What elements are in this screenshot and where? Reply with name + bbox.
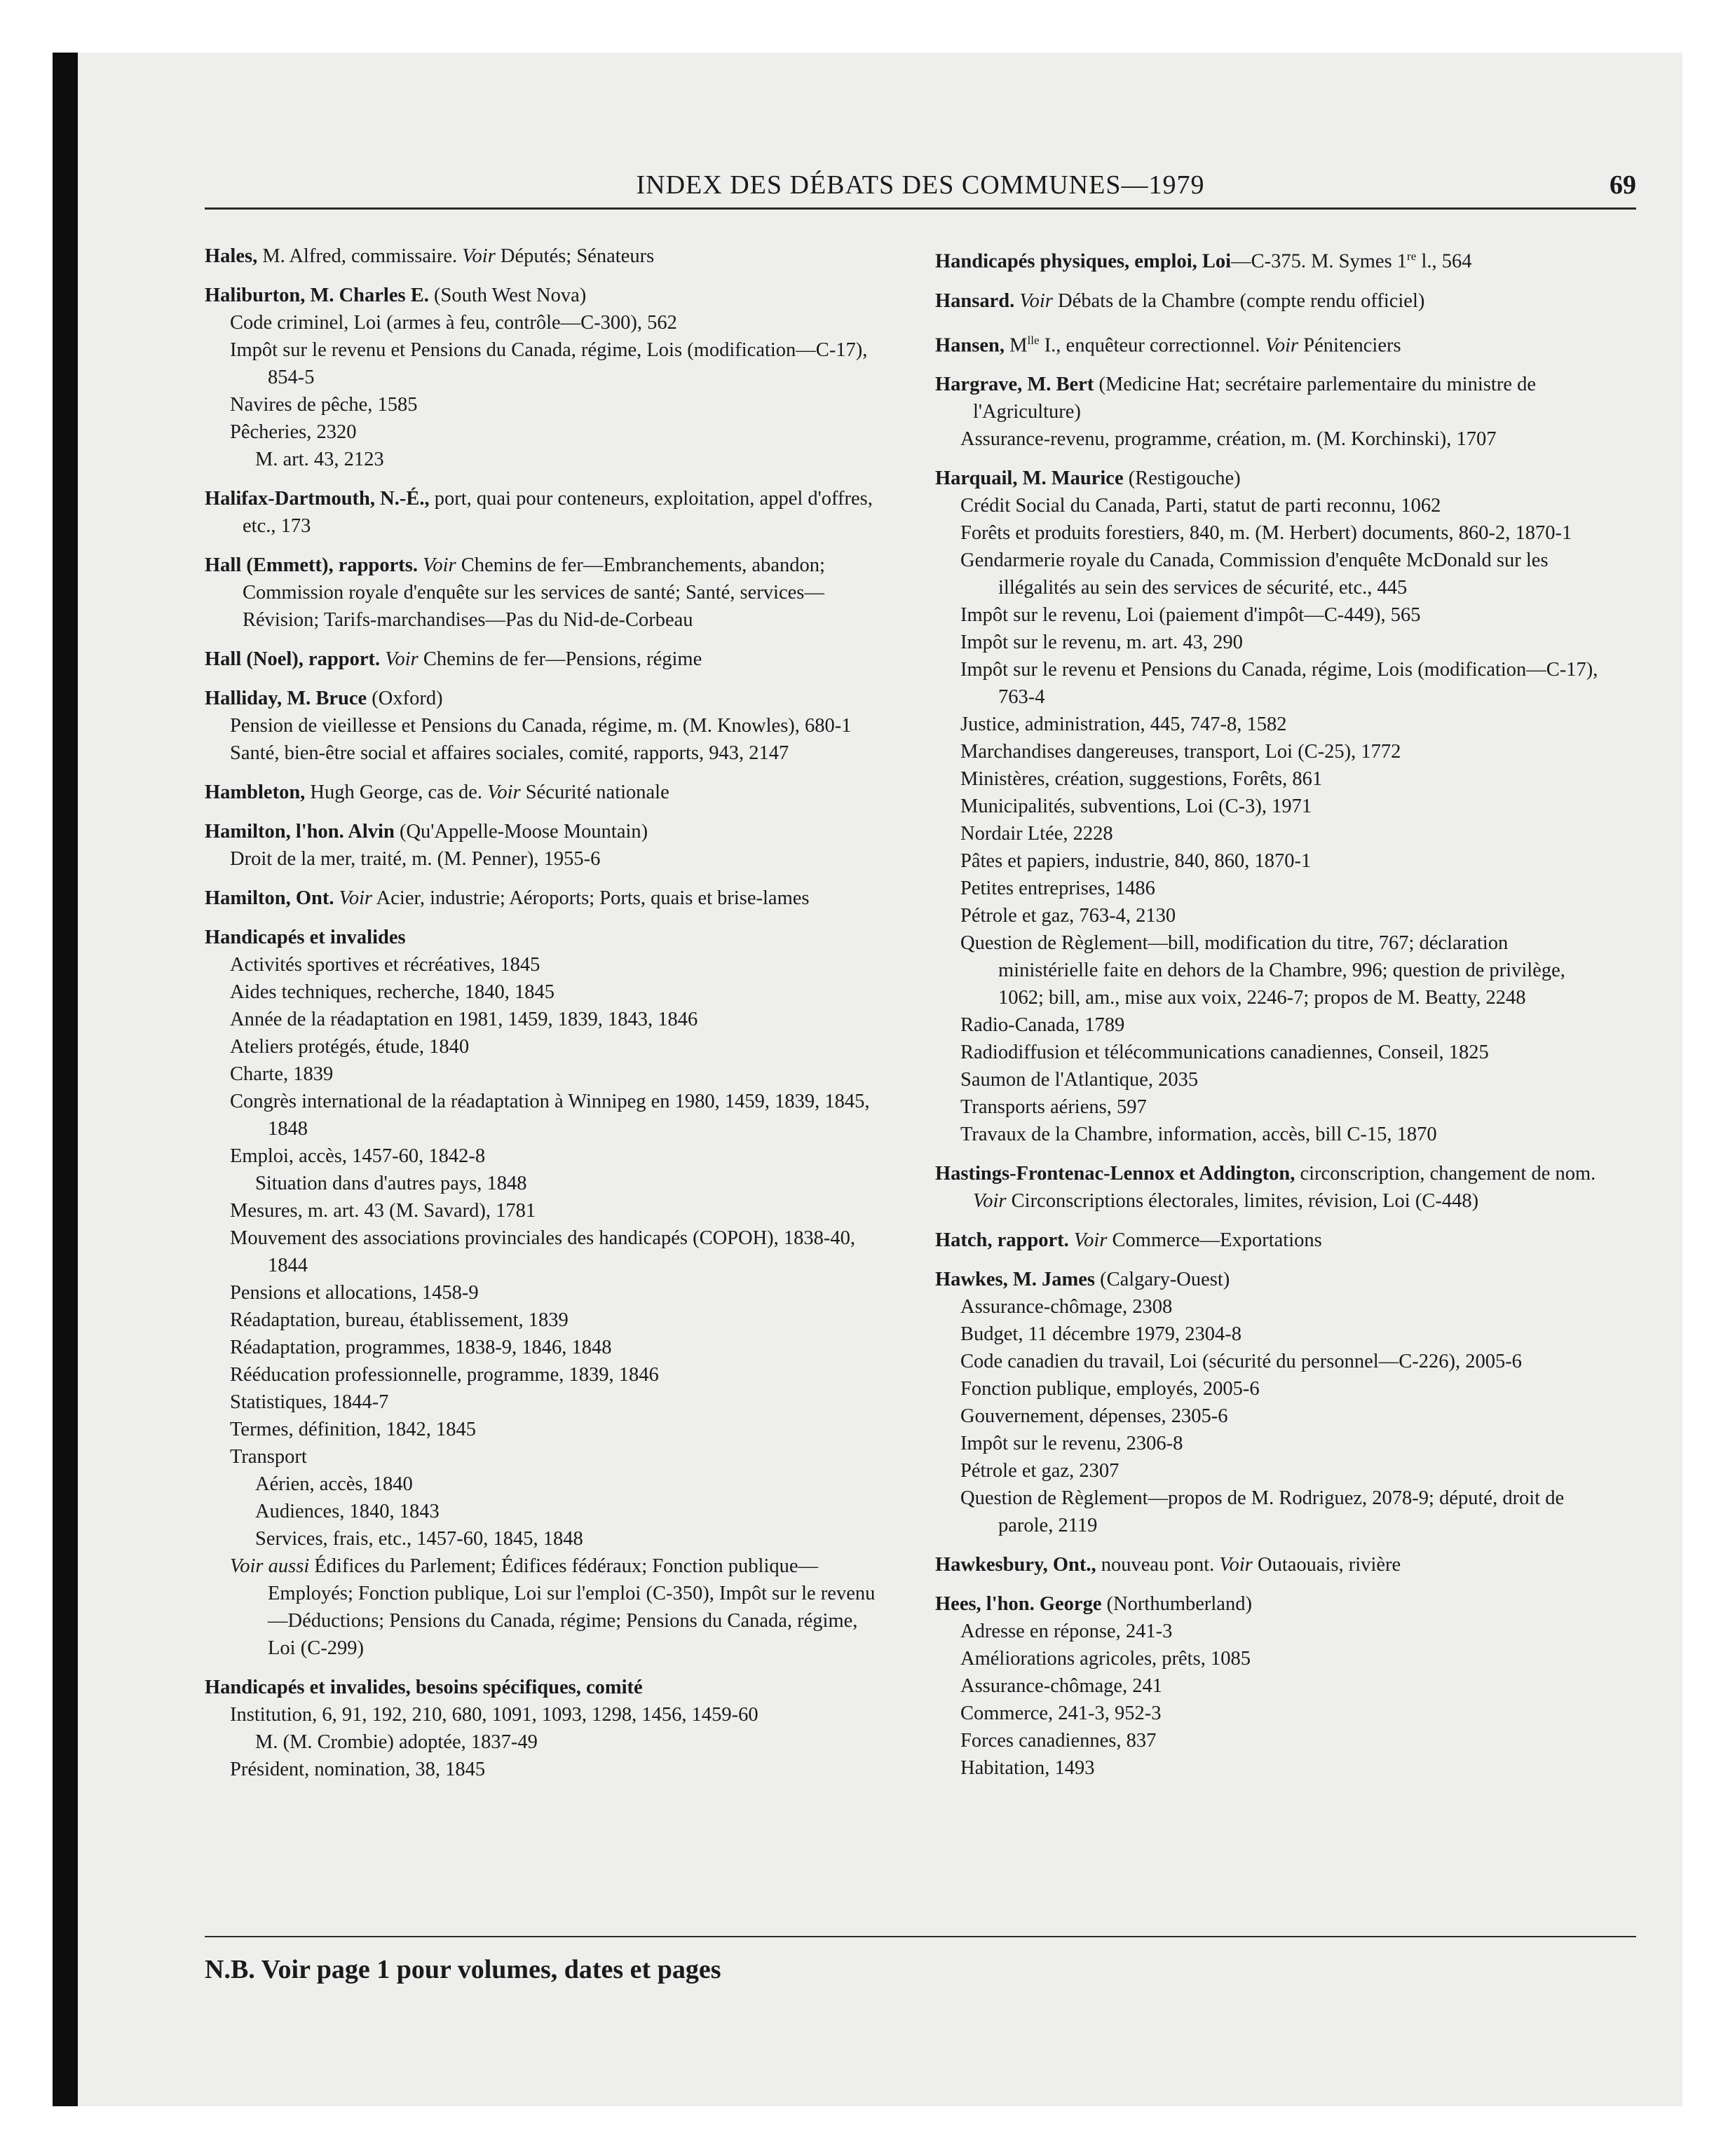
entry-text: Adresse en réponse, 241-3 bbox=[960, 1621, 1173, 1642]
index-subentry bbox=[960, 1645, 1608, 1672]
entry-text: Assurance-chômage, 2308 bbox=[960, 1296, 1173, 1318]
entry-text: M. (M. Crombie) adoptée, 1837-49 bbox=[255, 1731, 538, 1753]
index-subentry bbox=[960, 547, 1608, 601]
entry-text: l., 564 bbox=[1416, 250, 1472, 273]
index-heading bbox=[205, 685, 878, 712]
page-number: 69 bbox=[1610, 170, 1636, 200]
entry-text: Forêts et produits forestiers, 840, m. (M. Herbert) documents, 860-2, 1870-1 bbox=[960, 522, 1572, 544]
index-subentry bbox=[960, 492, 1608, 519]
entry-text: Année de la réadaptation en 1981, 1459, 1839, 1843, 1846 bbox=[230, 1009, 698, 1030]
entry-text: Question de Règlement—propos de M. Rodriguez, 2078-9; député, droit de parole, 2119 bbox=[960, 1487, 1565, 1536]
index-subentry bbox=[960, 1011, 1608, 1039]
entry-text: Pêcheries, 2320 bbox=[230, 421, 357, 443]
entry-text: Président, nomination, 38, 1845 bbox=[230, 1759, 486, 1780]
index-subentry bbox=[960, 1485, 1608, 1539]
entry-text: Pétrole et gaz, 2307 bbox=[960, 1460, 1120, 1482]
entry-text: Assurance-chômage, 241 bbox=[960, 1675, 1163, 1697]
index-subentry bbox=[230, 739, 878, 767]
entry-headword: Harquail, M. Maurice bbox=[935, 468, 1124, 489]
entry-text: Petites entreprises, 1486 bbox=[960, 878, 1155, 899]
entry-text: I., enquêteur correctionnel. bbox=[1039, 334, 1265, 356]
index-subentry bbox=[230, 1142, 878, 1170]
index-subentry bbox=[960, 711, 1608, 738]
index-entry bbox=[935, 1590, 1608, 1782]
entry-headword: Handicapés et invalides, besoins spécifiques, comité bbox=[205, 1677, 643, 1698]
index-entry bbox=[935, 287, 1608, 315]
entry-text: Radio-Canada, 1789 bbox=[960, 1014, 1125, 1036]
index-subentry bbox=[960, 1375, 1608, 1403]
entry-text: Santé, bien-être social et affaires sociales, comité, rapports, 943, 2147 bbox=[230, 742, 789, 764]
index-subentry bbox=[230, 418, 878, 446]
entry-text: (Restigouche) bbox=[1123, 468, 1241, 489]
index-subentry bbox=[230, 1033, 878, 1060]
entry-text: Sécurité nationale bbox=[520, 782, 669, 803]
cross-reference-marker: Voir bbox=[462, 245, 496, 267]
index-subentry bbox=[960, 1121, 1608, 1148]
entry-text: Code criminel, Loi (armes à feu, contrôle—C-300), 562 bbox=[230, 312, 677, 334]
index-subentry bbox=[255, 1170, 878, 1197]
entry-headword: Hall (Emmett), rapports. bbox=[205, 554, 418, 576]
entry-headword: Hees, l'hon. George bbox=[935, 1593, 1102, 1615]
index-heading bbox=[205, 243, 878, 270]
entry-text: Impôt sur le revenu, m. art. 43, 290 bbox=[960, 632, 1243, 653]
index-subentry bbox=[255, 1471, 878, 1498]
entry-text: Transports aériens, 597 bbox=[960, 1096, 1147, 1118]
entry-text: Code canadien du travail, Loi (sécurité du personnel—C-226), 2005-6 bbox=[960, 1351, 1522, 1372]
index-subentry bbox=[230, 1361, 878, 1389]
index-subentry bbox=[230, 1701, 878, 1728]
cross-reference-marker: Voir bbox=[1019, 289, 1053, 312]
entry-text: (South West Nova) bbox=[428, 285, 587, 306]
index-subentry bbox=[230, 1279, 878, 1306]
entry-text: (Northumberland) bbox=[1101, 1593, 1252, 1615]
index-subentry bbox=[960, 1293, 1608, 1321]
entry-text bbox=[418, 554, 423, 576]
entry-text: Assurance-revenu, programme, création, m. (M. Korchinski), 1707 bbox=[960, 428, 1497, 450]
entry-text: —C-375. M. Symes 1 bbox=[1231, 250, 1408, 273]
entry-text: Nordair Ltée, 2228 bbox=[960, 823, 1113, 845]
index-entry bbox=[205, 1674, 878, 1783]
index-subentry bbox=[960, 1457, 1608, 1485]
index-subentry bbox=[230, 978, 878, 1006]
entry-text: Impôt sur le revenu, Loi (paiement d'impôt—C-449), 565 bbox=[960, 604, 1421, 626]
entry-text: Commerce, 241-3, 952-3 bbox=[960, 1703, 1162, 1724]
entry-text: Acier, industrie; Aéroports; Ports, quais et brise-lames bbox=[372, 887, 810, 909]
entry-text: M. art. 43, 2123 bbox=[255, 449, 384, 470]
entry-headword: Hansen, bbox=[935, 334, 1005, 356]
entry-headword: Hawkes, M. James bbox=[935, 1269, 1095, 1290]
index-subentry bbox=[960, 929, 1608, 1011]
entry-text: Pâtes et papiers, industrie, 840, 860, 1870-1 bbox=[960, 850, 1312, 872]
index-subentry bbox=[230, 309, 878, 336]
index-subentry bbox=[230, 951, 878, 978]
entry-text: Députés; Sénateurs bbox=[495, 245, 655, 267]
entry-text: Marchandises dangereuses, transport, Loi (C-25), 1772 bbox=[960, 741, 1401, 763]
index-subentry bbox=[255, 1525, 878, 1553]
index-entry bbox=[935, 1551, 1608, 1578]
entry-text: Forces canadiennes, 837 bbox=[960, 1730, 1157, 1752]
entry-headword: Hawkesbury, Ont., bbox=[935, 1554, 1096, 1576]
footer-rule bbox=[205, 1936, 1636, 1937]
index-subentry bbox=[255, 1498, 878, 1525]
index-heading bbox=[935, 243, 1608, 275]
entry-text: Aides techniques, recherche, 1840, 1845 bbox=[230, 981, 554, 1003]
index-entry bbox=[205, 646, 878, 673]
index-subentry bbox=[255, 446, 878, 473]
entry-text: Crédit Social du Canada, Parti, statut de parti reconnu, 1062 bbox=[960, 495, 1441, 517]
index-entry bbox=[935, 243, 1608, 275]
entry-text: Droit de la mer, traité, m. (M. Penner), 1955-6 bbox=[230, 848, 601, 870]
cross-reference-marker: Voir bbox=[339, 887, 373, 909]
index-subentry bbox=[960, 519, 1608, 547]
index-heading bbox=[205, 779, 878, 806]
entry-text: Améliorations agricoles, prêts, 1085 bbox=[960, 1648, 1251, 1670]
index-subentry bbox=[230, 1006, 878, 1033]
index-subentry bbox=[960, 1093, 1608, 1121]
entry-headword: Hargrave, M. Bert bbox=[935, 374, 1094, 395]
entry-text: Commerce—Exportations bbox=[1107, 1229, 1322, 1251]
index-subentry bbox=[960, 820, 1608, 847]
index-subentry bbox=[230, 845, 878, 873]
entry-text: (Oxford) bbox=[367, 688, 443, 709]
cross-reference-marker: Voir bbox=[1219, 1554, 1253, 1576]
entry-text: Charte, 1839 bbox=[230, 1063, 334, 1085]
binding-edge bbox=[53, 53, 78, 2106]
index-subentry bbox=[960, 1430, 1608, 1457]
index-subentry bbox=[960, 1727, 1608, 1754]
index-entry bbox=[935, 371, 1608, 453]
cross-reference-marker: Voir bbox=[423, 554, 456, 576]
index-subentry bbox=[960, 601, 1608, 629]
entry-headword: Hastings-Frontenac-Lennox et Addington, bbox=[935, 1163, 1295, 1185]
index-subentry bbox=[960, 656, 1608, 711]
entry-headword: Hales, bbox=[205, 245, 258, 267]
index-subentry bbox=[960, 1700, 1608, 1727]
entry-text: nouveau pont. bbox=[1096, 1554, 1220, 1576]
entry-text: port, quai pour conteneurs, exploitation, appel d'offres, etc., 173 bbox=[243, 488, 873, 537]
footer-note: N.B. Voir page 1 pour volumes, dates et pages bbox=[205, 1955, 721, 1984]
entry-text: Radiodiffusion et télécommunications canadiennes, Conseil, 1825 bbox=[960, 1042, 1489, 1063]
index-subentry bbox=[960, 1403, 1608, 1430]
entry-headword: Hall (Noel), rapport. bbox=[205, 648, 381, 670]
entry-text: Budget, 11 décembre 1979, 2304-8 bbox=[960, 1323, 1242, 1345]
index-entry bbox=[935, 327, 1608, 360]
entry-text: Ateliers protégés, étude, 1840 bbox=[230, 1036, 470, 1058]
index-subentry bbox=[960, 1754, 1608, 1782]
index-heading bbox=[205, 924, 878, 951]
index-heading bbox=[935, 327, 1608, 360]
index-entry bbox=[205, 552, 878, 634]
entry-text: Question de Règlement—bill, modification du titre, 767; déclaration ministérielle faite en dehors de la Chambre, 996; question de privilège, 1062; bill, am., mise aux voix, 2246-7; propos de M. Beatty, 2248 bbox=[960, 932, 1565, 1009]
running-head bbox=[205, 170, 1636, 212]
index-heading bbox=[935, 287, 1608, 315]
index-subentry bbox=[960, 425, 1608, 453]
entry-headword: Hansard. bbox=[935, 289, 1015, 312]
entry-text: Municipalités, subventions, Loi (C-3), 1971 bbox=[960, 796, 1312, 817]
entry-text: Statistiques, 1844-7 bbox=[230, 1391, 389, 1413]
index-subentry bbox=[960, 1618, 1608, 1645]
entry-text: Outaouais, rivière bbox=[1252, 1554, 1401, 1576]
index-heading bbox=[935, 1551, 1608, 1578]
index-subentry bbox=[960, 1039, 1608, 1066]
index-subentry bbox=[960, 902, 1608, 929]
entry-text: (Medicine Hat; secrétaire parlementaire du ministre de l'Agriculture) bbox=[973, 374, 1537, 423]
entry-text: Pétrole et gaz, 763-4, 2130 bbox=[960, 905, 1176, 927]
index-heading bbox=[205, 1674, 878, 1701]
entry-text: Services, frais, etc., 1457-60, 1845, 1848 bbox=[255, 1528, 583, 1550]
entry-text: M bbox=[1005, 334, 1028, 356]
index-heading bbox=[935, 1227, 1608, 1254]
entry-text: Activités sportives et récréatives, 1845 bbox=[230, 954, 540, 976]
entry-text: Chemins de fer—Pensions, régime bbox=[418, 648, 702, 670]
index-entry bbox=[205, 485, 878, 540]
page-title: INDEX DES DÉBATS DES COMMUNES—1979 bbox=[636, 170, 1205, 200]
entry-text: Audiences, 1840, 1843 bbox=[255, 1501, 440, 1522]
index-subentry bbox=[960, 738, 1608, 765]
cross-reference-marker: Voir bbox=[385, 648, 419, 670]
entry-headword: Halifax-Dartmouth, N.-É., bbox=[205, 488, 430, 510]
index-heading bbox=[935, 1266, 1608, 1293]
index-subentry bbox=[960, 629, 1608, 656]
entry-text: Gouvernement, dépenses, 2305-6 bbox=[960, 1405, 1228, 1427]
entry-text bbox=[334, 887, 339, 909]
entry-text: Navires de pêche, 1585 bbox=[230, 394, 418, 416]
index-entry bbox=[935, 1227, 1608, 1254]
entry-text: Pénitenciers bbox=[1298, 334, 1401, 356]
index-subentry bbox=[230, 1197, 878, 1224]
entry-text: Débats de la Chambre (compte rendu officiel) bbox=[1052, 289, 1425, 312]
entry-text: Situation dans d'autres pays, 1848 bbox=[255, 1173, 527, 1194]
index-entry bbox=[205, 818, 878, 873]
index-heading bbox=[935, 465, 1608, 492]
cross-reference-marker: Voir aussi bbox=[230, 1555, 310, 1577]
index-subentry bbox=[960, 1348, 1608, 1375]
entry-text: Pensions et allocations, 1458-9 bbox=[230, 1282, 479, 1304]
index-entry bbox=[935, 1266, 1608, 1539]
cross-reference-marker: Voir bbox=[1265, 334, 1299, 356]
index-subentry bbox=[960, 847, 1608, 875]
index-entry bbox=[205, 885, 878, 912]
index-column-right bbox=[935, 243, 1608, 1794]
entry-text: Chemins de fer—Embranchements, abandon; Commission royale d'enquête sur les services de santé; Santé, services—Révision; Tarifs-marchandises—Pas du Nid-de-Corbeau bbox=[243, 554, 825, 631]
entry-headword: Hambleton, bbox=[205, 782, 306, 803]
entry-text: Aérien, accès, 1840 bbox=[255, 1473, 413, 1495]
index-heading bbox=[205, 282, 878, 309]
entry-headword: Hamilton, l'hon. Alvin bbox=[205, 821, 395, 842]
entry-text: Mouvement des associations provinciales des handicapés (COPOH), 1838-40, 1844 bbox=[230, 1227, 856, 1276]
index-heading bbox=[935, 1590, 1608, 1618]
index-subentry bbox=[960, 1321, 1608, 1348]
index-entry bbox=[205, 779, 878, 806]
cross-reference-marker: Voir bbox=[1073, 1229, 1108, 1251]
index-entry bbox=[205, 685, 878, 767]
entry-headword: Hamilton, Ont. bbox=[205, 887, 334, 909]
entry-text: Habitation, 1493 bbox=[960, 1757, 1095, 1779]
index-heading bbox=[205, 818, 878, 845]
index-subentry bbox=[230, 1756, 878, 1783]
entry-text: Congrès international de la réadaptation à Winnipeg en 1980, 1459, 1839, 1845, 1848 bbox=[230, 1091, 870, 1140]
index-subentry bbox=[230, 1306, 878, 1334]
entry-text: Rééducation professionnelle, programme, 1839, 1846 bbox=[230, 1364, 659, 1386]
index-heading bbox=[205, 646, 878, 673]
index-subentry bbox=[960, 875, 1608, 902]
index-column-left bbox=[205, 243, 878, 1795]
index-subentry bbox=[230, 1553, 878, 1662]
index-subentry bbox=[255, 1728, 878, 1756]
index-subentry bbox=[230, 1224, 878, 1279]
entry-text: Édifices du Parlement; Édifices fédéraux; Fonction publique—Employés; Fonction publique, Loi sur l'emploi (C-350), Impôt sur le revenu—Déductions; Pensions du Canada, régime; Pensions du Canada, régime, Loi (C-299) bbox=[268, 1555, 876, 1659]
entry-text: Fonction publique, employés, 2005-6 bbox=[960, 1378, 1260, 1400]
index-subentry bbox=[230, 1443, 878, 1471]
index-subentry bbox=[960, 793, 1608, 820]
index-subentry bbox=[230, 1389, 878, 1416]
index-subentry bbox=[230, 1060, 878, 1088]
index-heading bbox=[935, 371, 1608, 425]
entry-text: Justice, administration, 445, 747-8, 1582 bbox=[960, 714, 1287, 735]
entry-text: Emploi, accès, 1457-60, 1842-8 bbox=[230, 1145, 486, 1167]
index-entry bbox=[205, 282, 878, 473]
entry-headword: Haliburton, M. Charles E. bbox=[205, 285, 429, 306]
entry-text: M. Alfred, commissaire. bbox=[257, 245, 463, 267]
entry-text: Réadaptation, bureau, établissement, 1839 bbox=[230, 1309, 569, 1331]
entry-text: Termes, définition, 1842, 1845 bbox=[230, 1419, 477, 1440]
index-subentry bbox=[230, 1088, 878, 1142]
entry-text: Ministères, création, suggestions, Forêts, 861 bbox=[960, 768, 1323, 790]
index-subentry bbox=[960, 1066, 1608, 1093]
index-entry bbox=[935, 465, 1608, 1148]
index-entry bbox=[935, 1160, 1608, 1215]
index-entry bbox=[205, 924, 878, 1662]
index-subentry bbox=[230, 1334, 878, 1361]
cross-reference-marker: Voir bbox=[973, 1190, 1007, 1212]
entry-text: Saumon de l'Atlantique, 2035 bbox=[960, 1069, 1199, 1091]
entry-text: Impôt sur le revenu, 2306-8 bbox=[960, 1433, 1183, 1454]
entry-text: Hugh George, cas de. bbox=[305, 782, 488, 803]
entry-text: Travaux de la Chambre, information, accès, bill C-15, 1870 bbox=[960, 1124, 1437, 1145]
entry-text: Mesures, m. art. 43 (M. Savard), 1781 bbox=[230, 1200, 536, 1222]
index-heading bbox=[935, 1160, 1608, 1215]
index-subentry bbox=[960, 1672, 1608, 1700]
entry-text: Impôt sur le revenu et Pensions du Canada, régime, Lois (modification—C-17), 763-4 bbox=[960, 659, 1598, 708]
entry-text: (Calgary-Ouest) bbox=[1094, 1269, 1230, 1290]
header-rule bbox=[205, 207, 1636, 210]
index-subentry bbox=[230, 1416, 878, 1443]
entry-text: (Qu'Appelle-Moose Mountain) bbox=[394, 821, 648, 842]
entry-text bbox=[1069, 1229, 1074, 1251]
superscript: re bbox=[1407, 250, 1417, 263]
entry-headword: Hatch, rapport. bbox=[935, 1229, 1069, 1251]
index-subentry bbox=[230, 336, 878, 391]
entry-text: Réadaptation, programmes, 1838-9, 1846, 1848 bbox=[230, 1337, 612, 1358]
entry-headword: Handicapés et invalides bbox=[205, 927, 406, 948]
index-subentry bbox=[230, 391, 878, 418]
entry-headword: Halliday, M. Bruce bbox=[205, 688, 367, 709]
index-heading bbox=[205, 485, 878, 540]
superscript: lle bbox=[1027, 333, 1040, 347]
index-subentry bbox=[230, 712, 878, 739]
entry-text: Transport bbox=[230, 1446, 307, 1468]
entry-text: Gendarmerie royale du Canada, Commission d'enquête McDonald sur les illégalités au sein des services de sécurité, etc., 445 bbox=[960, 550, 1549, 599]
cross-reference-marker: Voir bbox=[487, 782, 521, 803]
index-heading bbox=[205, 552, 878, 634]
entry-text: Impôt sur le revenu et Pensions du Canada, régime, Lois (modification—C-17), 854-5 bbox=[230, 339, 868, 388]
index-entry bbox=[205, 243, 878, 270]
entry-headword: Handicapés physiques, emploi, Loi bbox=[935, 250, 1232, 273]
entry-text: circonscription, changement de nom. bbox=[1295, 1163, 1596, 1185]
entry-text: Circonscriptions électorales, limites, révision, Loi (C-448) bbox=[1006, 1190, 1479, 1212]
entry-text: Institution, 6, 91, 192, 210, 680, 1091, 1093, 1298, 1456, 1459-60 bbox=[230, 1704, 758, 1726]
index-heading bbox=[205, 885, 878, 912]
index-subentry bbox=[960, 765, 1608, 793]
entry-text: Pension de vieillesse et Pensions du Canada, régime, m. (M. Knowles), 680-1 bbox=[230, 715, 852, 737]
